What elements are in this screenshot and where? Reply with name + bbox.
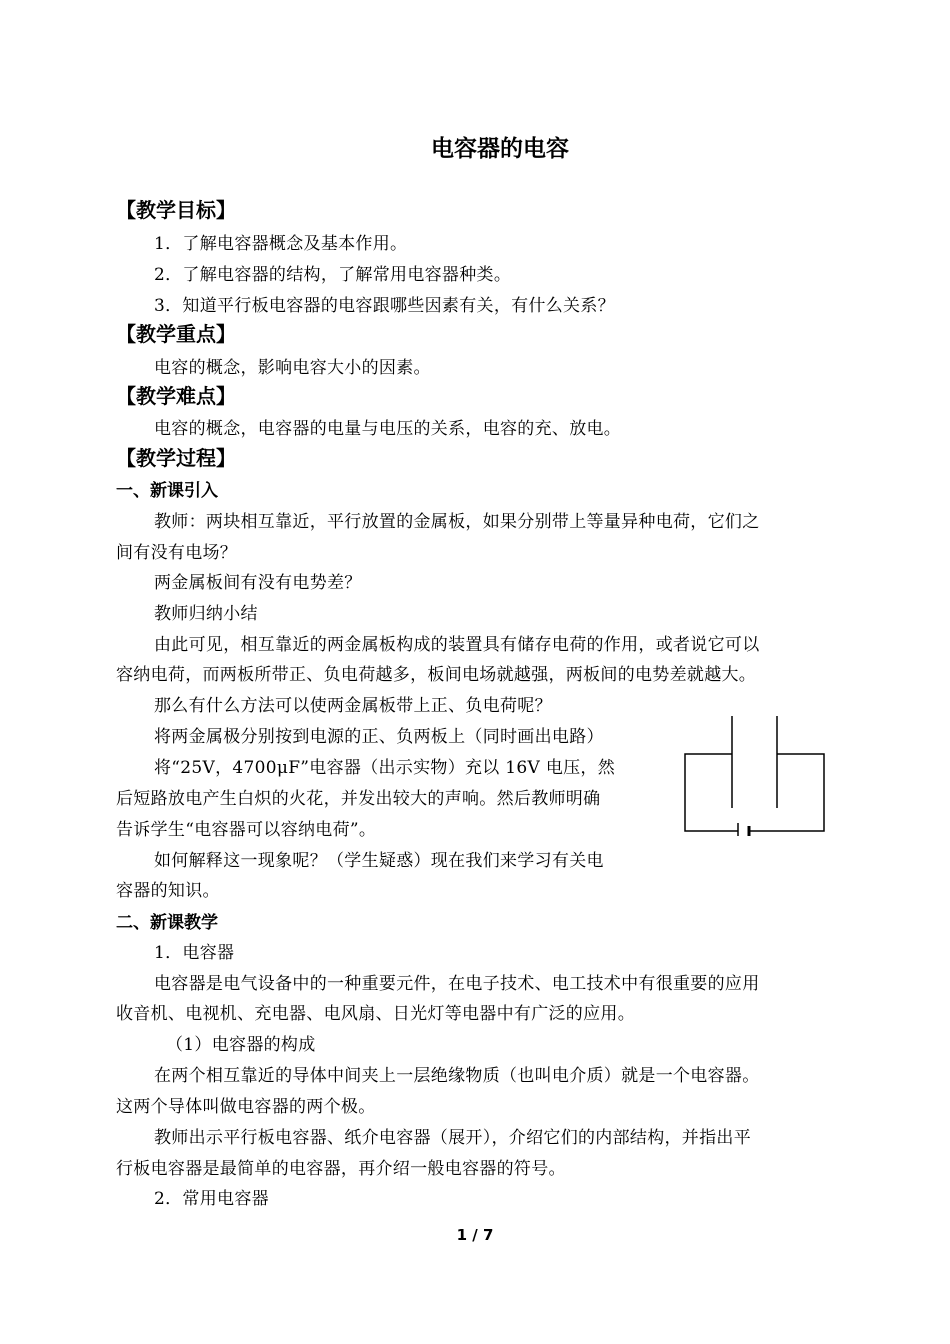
paragraph-line: 容纳电荷，而两板所带正、负电荷越多，板间电场就越强，两板间的电势差就越大。 [116, 665, 757, 685]
page-number: 1 / 7 [456, 1226, 494, 1244]
paragraph-line: 教师出示平行板电容器、纸介电容器（展开），介绍它们的内部结构，并指出平 [154, 1128, 751, 1148]
paragraph-line: 在两个相互靠近的导体中间夹上一层绝缘物质（也叫电介质）就是一个电容器。 [154, 1066, 760, 1086]
goal-item: 2．了解电容器的结构，了解常用电容器种类。 [154, 265, 512, 285]
goal-item: 3．知道平行板电容器的电容跟哪些因素有关，有什么关系？ [154, 296, 615, 316]
paragraph-line: 教师归纳小结 [154, 604, 258, 624]
paragraph-line: 告诉学生“电容器可以容纳电荷”。 [116, 820, 377, 840]
page-title: 电容器的电容 [431, 136, 569, 162]
goal-item: 1．了解电容器概念及基本作用。 [154, 234, 408, 254]
subsection-title: 1．电容器 [154, 943, 235, 963]
paragraph-line: 将两金属极分别按到电源的正、负两板上（同时画出电路） [154, 727, 604, 747]
paragraph-line: 这两个导体叫做电容器的两个极。 [116, 1097, 376, 1117]
difficult-heading: 【教学难点】 [116, 384, 236, 408]
paragraph-line: 电容器是电气设备中的一种重要元件，在电子技术、电工技术中有很重要的应用 [154, 974, 760, 994]
paragraph-line: 两金属板间有没有电势差？ [154, 573, 362, 593]
part2-heading: 二、新课教学 [116, 913, 218, 933]
paragraph-line: 教师：两块相互靠近，平行放置的金属板，如果分别带上等量异种电荷，它们之 [154, 512, 760, 532]
paragraph-line: 行板电容器是最简单的电容器，再介绍一般电容器的符号。 [116, 1159, 566, 1179]
capacitor-circuit-diagram [677, 710, 829, 836]
circuit-wire-right [749, 754, 824, 831]
part1-heading: 一、新课引入 [116, 481, 218, 501]
key-text: 电容的概念，影响电容大小的因素。 [154, 358, 431, 378]
difficult-text: 电容的概念，电容器的电量与电压的关系，电容的充、放电。 [154, 419, 622, 439]
paragraph-line: 如何解释这一现象呢？（学生疑惑）现在我们来学习有关电 [154, 851, 604, 871]
paragraph-line: 收音机、电视机、充电器、电风扇、日光灯等电器中有广泛的应用。 [116, 1004, 635, 1024]
process-heading: 【教学过程】 [116, 446, 236, 470]
paragraph-line: 由此可见，相互靠近的两金属板构成的装置具有储存电荷的作用，或者说它可以 [154, 635, 760, 655]
paragraph-line: 后短路放电产生白炽的火花，并发出较大的声响。然后教师明确 [116, 789, 601, 809]
circuit-wire-left [685, 754, 738, 831]
subsection-title: 2．常用电容器 [154, 1189, 269, 1209]
paragraph-line: 间有没有电场？ [116, 543, 238, 563]
paragraph-line: 容器的知识。 [116, 881, 220, 901]
paragraph-line: 那么有什么方法可以使两金属板带上正、负电荷呢？ [154, 696, 552, 716]
key-heading: 【教学重点】 [116, 322, 236, 346]
goals-heading: 【教学目标】 [116, 198, 236, 222]
paragraph-line: 将“25V，4700μF”电容器（出示实物）充以 16V 电压，然 [154, 758, 616, 778]
subsection-title: （1）电容器的构成 [166, 1035, 316, 1055]
